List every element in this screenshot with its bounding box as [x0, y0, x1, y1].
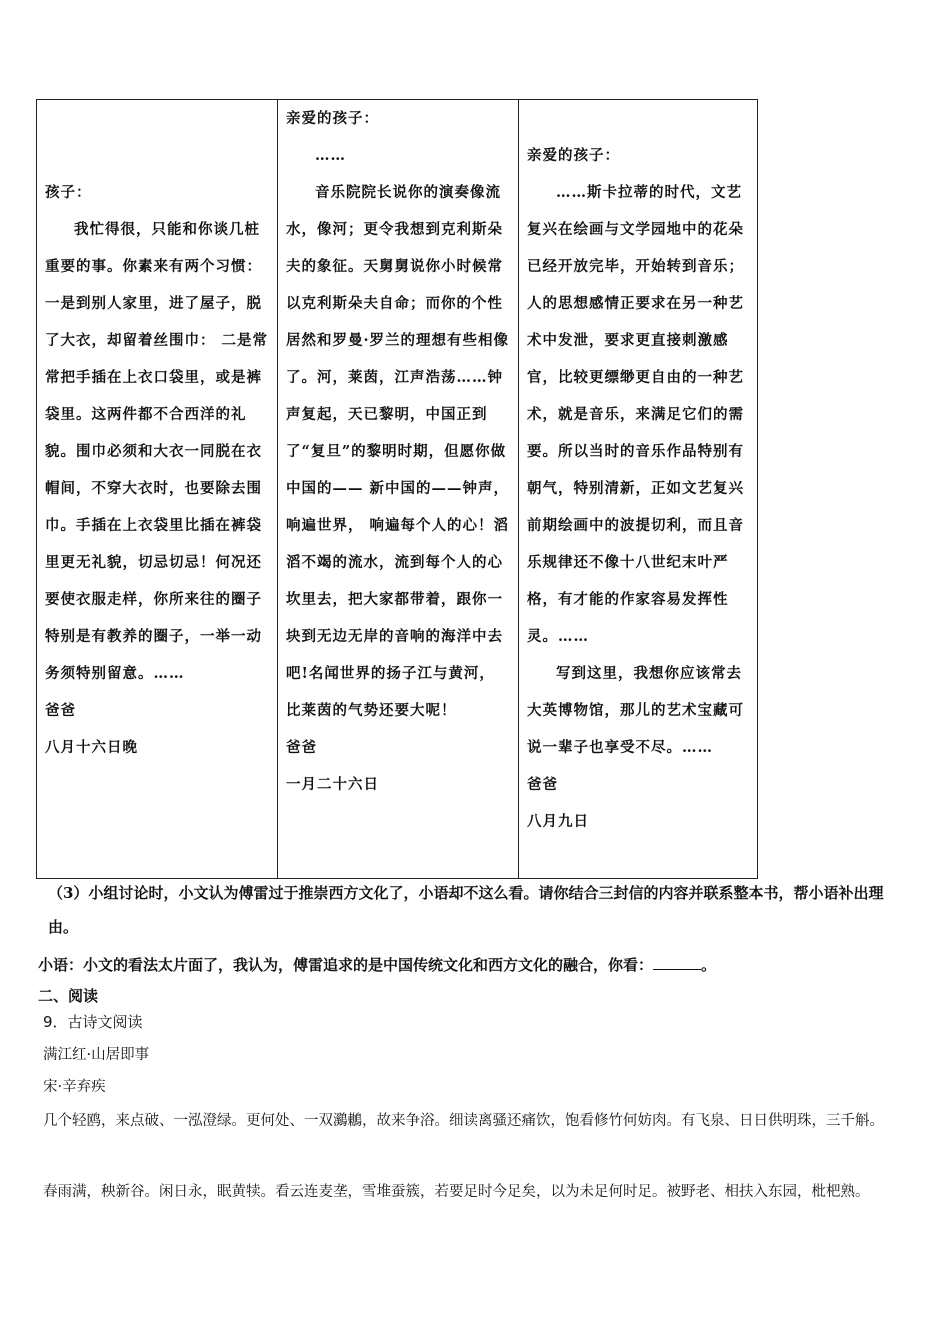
- letter-2-salutation: 亲爱的孩子：: [286, 110, 379, 127]
- letter-1-body: 我忙得很，只能和你谈几桩重要的事。你素来有两个习惯：一是到别人家里，进了屋子，脱了大衣，却留着丝围巾： 二是常常把手插在上衣口袋里，或是裤袋里。这两件都不合西洋的礼貌。围巾必须和大衣一同脱在衣帽间，不穿大衣时，也要除去围巾。手插在上衣袋里比插在裤袋里更无礼貌，切忌切忌！何况还要使衣服走样，你所来往的圈子特别是有教养的圈子，一举一动务须特别留意。……: [45, 221, 269, 682]
- poem-title: 满江红·山居即事: [43, 1047, 150, 1063]
- section-title: 二、阅读: [38, 987, 99, 1005]
- letter-2-date: 一月二十六日: [286, 776, 379, 793]
- xiaoyu-text: 小语：小文的看法太片面了，我认为，傅雷追求的是中国传统文化和西方文化的融合，你看：: [38, 956, 654, 974]
- question-3-text: （3）小组讨论时，小文认为傅雷过于推崇西方文化了，小语却不这么看。请你结合三封信的内容并联系整本书，帮小语补出理由。: [48, 884, 884, 936]
- letter-2-body: 音乐院院长说你的演奏像流水，像河；更令我想到克利斯朵夫的象征。天舅舅说你小时候常以克利斯朵夫自命；而你的个性居然和罗曼·罗兰的理想有些相像了。河，莱茵，江声浩荡……钟声复起，天已黎明，中国正到了“复旦”的黎明时期，但愿你做中国的—— 新中国的——钟声，响遍世界， 响遍每个人的心！滔滔不竭的流水，流到每个人的心坎里去，把大家都带着，跟你一块到无边无岸的音响的海洋中去吧!名闻世界的扬子江与黄河，比莱茵的气势还要大呢！: [286, 184, 510, 719]
- poem-author: 宋·辛弃疾: [43, 1079, 106, 1095]
- question-3: [48, 876, 910, 944]
- letter-1-salutation: 孩子：: [45, 184, 92, 201]
- letter-1-signature: 爸爸: [45, 702, 76, 719]
- letter-3-signature: 爸爸: [527, 776, 558, 793]
- letter-1-date: 八月十六日晚: [45, 739, 138, 756]
- poem-stanza-2: 春雨满，秧新谷。闲日永，眠黄犊。看云连麦垄，雪堆蚕簇，若要足时今足矣，以为未足何时足。被野老、相扶入东园，枇杷熟。: [43, 1184, 870, 1200]
- letters-table: [36, 99, 758, 879]
- letter-2-ellipsis: ……: [315, 147, 346, 164]
- letter-1: [37, 100, 278, 879]
- poem-stanza-1: 几个轻鸥，来点破、一泓澄绿。更何处、一双鸂鶒，故来争浴。细读离骚还痛饮，饱看修竹何妨肉。有飞泉、日日供明珠，三千斛。: [43, 1113, 884, 1129]
- answer-blank[interactable]: [653, 953, 701, 970]
- xiaoyu-answer-line: [38, 948, 716, 982]
- letter-3: [519, 100, 758, 879]
- question-9-title: 9．古诗文阅读: [43, 1013, 143, 1031]
- letter-3-body: ……斯卡拉蒂的时代，文艺复兴在绘画与文学园地中的花朵已经开放完毕，开始转到音乐；人的思想感情正要求在另一种艺术中发泄，要求更直接刺激感官，比较更缥缈更自由的一种艺术，就是音乐，来满足它们的需要。所以当时的音乐作品特别有朝气，特别清新，正如文艺复兴前期绘画中的波提切利，而且音乐规律还不像十八世纪末叶严格，有才能的作家容易发挥性灵。……: [527, 184, 744, 645]
- letter-3-salutation: 亲爱的孩子：: [527, 147, 620, 164]
- letter-2: [278, 100, 519, 879]
- xiaoyu-end: 。: [701, 956, 717, 974]
- letter-3-date: 八月九日: [527, 813, 589, 830]
- letter-3-body-2: 写到这里，我想你应该常去大英博物馆，那儿的艺术宝藏可说一辈子也享受不尽。……: [527, 665, 744, 756]
- letter-2-signature: 爸爸: [286, 739, 317, 756]
